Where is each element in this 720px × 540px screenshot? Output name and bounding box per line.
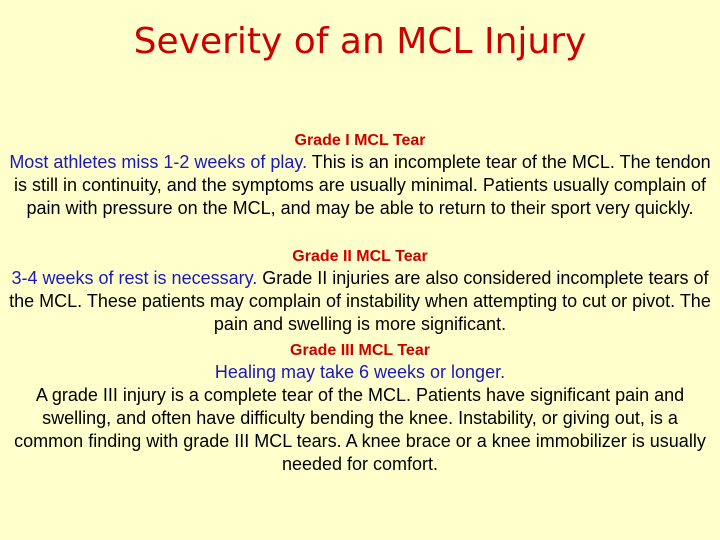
- grade-3-recovery-time: Healing may take 6 weeks or longer.: [214, 362, 506, 382]
- grade-1-description: [6, 151, 714, 220]
- grade-3-heading: Grade III MCL Tear: [290, 342, 430, 359]
- grade-3-details: A grade III injury is a complete tear of the MCL. Patients have significant pain and swelling, and often have difficulty bending the knee. Instability, or giving out, is a common finding with grade III MCL tears. A knee brace or a knee immobilizer is usually needed for comfort.: [14, 385, 706, 474]
- grade-1-details: This is an incomplete tear of the MCL. The tendon is still in continuity, and the symptoms are usually minimal. Patients usually complain of pain with pressure on the MCL, and may be able to return to their sport very quickly.: [14, 152, 711, 218]
- grade-1-recovery-time: Most athletes miss 1-2 weeks of play.: [9, 152, 308, 172]
- grade-1-heading: Grade I MCL Tear: [294, 132, 426, 149]
- grade-3-section: [6, 341, 714, 476]
- grade-2-heading: Grade II MCL Tear: [292, 248, 428, 265]
- slide-title: Severity of an MCL Injury: [133, 21, 587, 62]
- grade-2-recovery-time: 3-4 weeks of rest is necessary.: [11, 268, 258, 288]
- grade-2-section: [6, 247, 714, 336]
- grade-2-description: [6, 267, 714, 336]
- grade-1-section: [6, 131, 714, 220]
- grade-3-description: [6, 361, 714, 476]
- grade-2-details: Grade II injuries are also considered incomplete tears of the MCL. These patients may complain of instability when attempting to cut or pivot. The pain and swelling is more significant.: [9, 268, 711, 334]
